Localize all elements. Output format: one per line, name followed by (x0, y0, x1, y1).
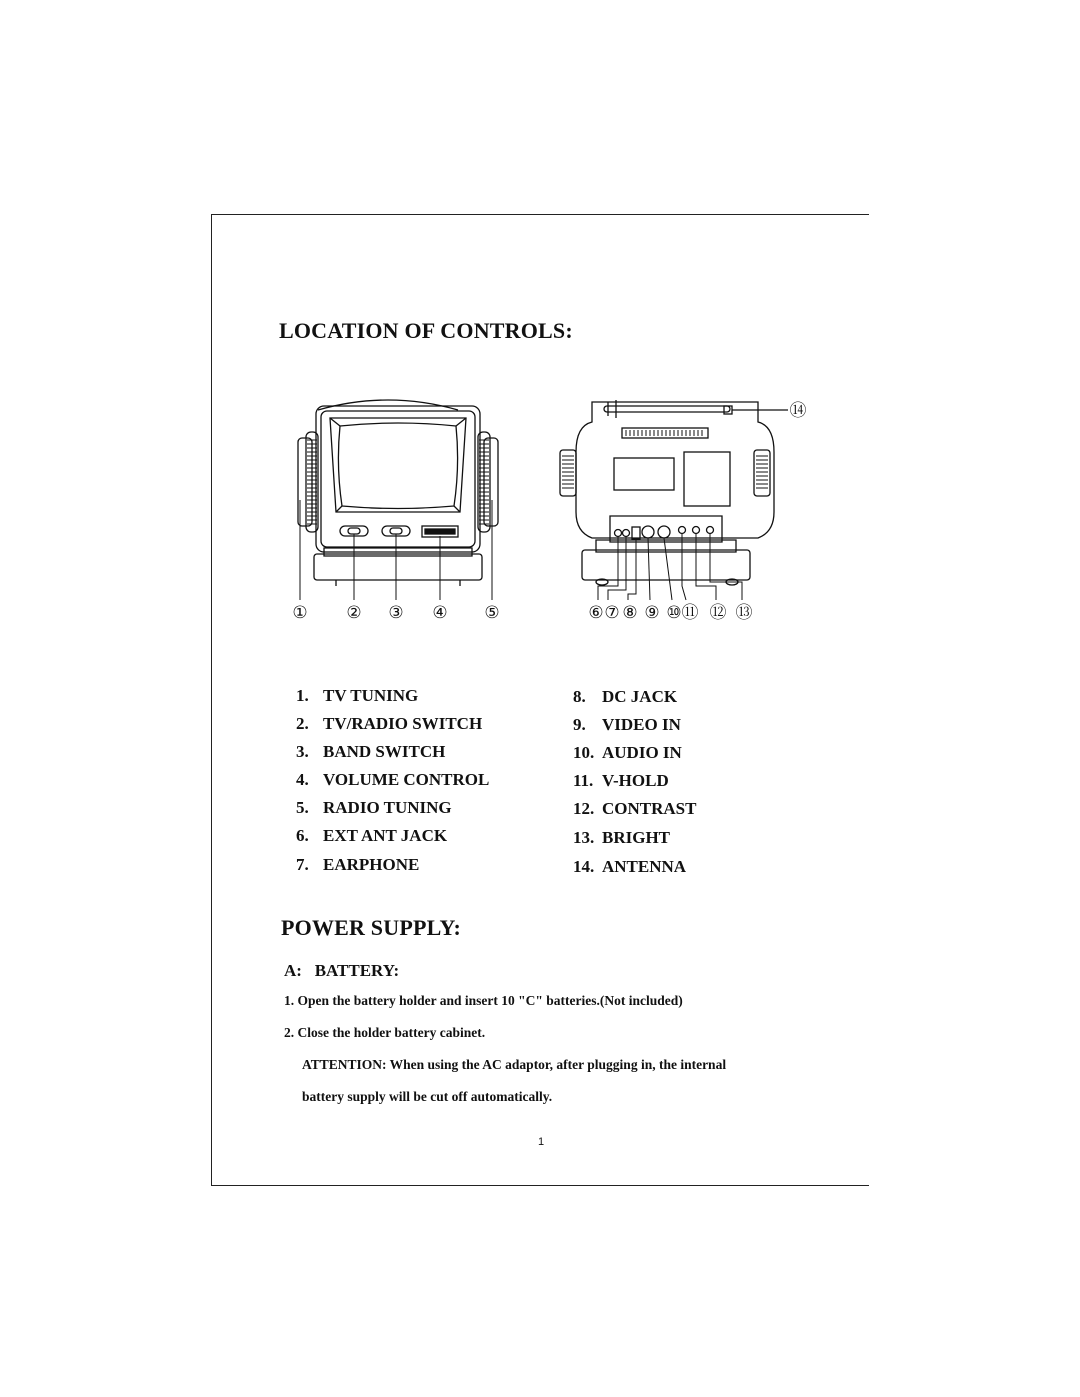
callout-12: ⑫ (709, 603, 727, 622)
frame-left-rule (211, 214, 212, 1186)
attention-line-2: battery supply will be cut off automatically. (302, 1089, 553, 1104)
list-item: 2. TV/RADIO SWITCH (296, 714, 483, 733)
list-item: 11. V-HOLD (573, 771, 669, 790)
list-item: 6. EXT ANT JACK (296, 826, 448, 845)
callout-13: ⑬ (735, 603, 753, 622)
callout-3: ③ (388, 603, 404, 622)
callout-8: ⑧ (622, 603, 638, 622)
callout-11: ⑪ (681, 603, 699, 622)
list-item: 7. EARPHONE (296, 855, 420, 874)
callout-10: ⑩ (666, 603, 682, 622)
list-item: 4. VOLUME CONTROL (296, 770, 490, 789)
list-item: 1. TV TUNING (296, 686, 419, 705)
callout-5: ⑤ (484, 603, 500, 622)
location-of-controls-heading: LOCATION OF CONTROLS: (279, 318, 573, 343)
battery-heading: A: BATTERY: (284, 961, 400, 980)
attention-line-1: ATTENTION: When using the AC adaptor, after plugging in, the internal (302, 1057, 727, 1072)
list-item: 10. AUDIO IN (573, 743, 682, 762)
page-number: 1 (538, 1136, 545, 1148)
tv-front-diagram (288, 388, 518, 628)
callout-1: ① (292, 603, 308, 622)
list-item: 13. BRIGHT (573, 828, 671, 847)
list-item: 12. CONTRAST (573, 799, 697, 818)
callout-4: ④ (432, 603, 448, 622)
callout-2: ② (346, 603, 362, 622)
list-item: 8. DC JACK (573, 687, 678, 706)
frame-top-rule (211, 214, 869, 215)
list-item: 9. VIDEO IN (573, 715, 681, 734)
list-item: 3. BAND SWITCH (296, 742, 446, 761)
power-supply-heading: POWER SUPPLY: (281, 915, 462, 940)
list-item: 14. ANTENNA (573, 857, 687, 876)
list-item: 5. RADIO TUNING (296, 798, 452, 817)
tv-back-diagram (556, 392, 816, 628)
callout-9: ⑨ (644, 603, 660, 622)
callout-6: ⑥ (588, 603, 604, 622)
callout-7: ⑦ (604, 603, 620, 622)
battery-step-1: 1. Open the battery holder and insert 10 "C" batteries.(Not included) (284, 993, 683, 1008)
frame-bottom-rule (211, 1185, 869, 1186)
battery-step-2: 2. Close the holder battery cabinet. (284, 1025, 486, 1040)
callout-14: ⑭ (789, 401, 807, 420)
